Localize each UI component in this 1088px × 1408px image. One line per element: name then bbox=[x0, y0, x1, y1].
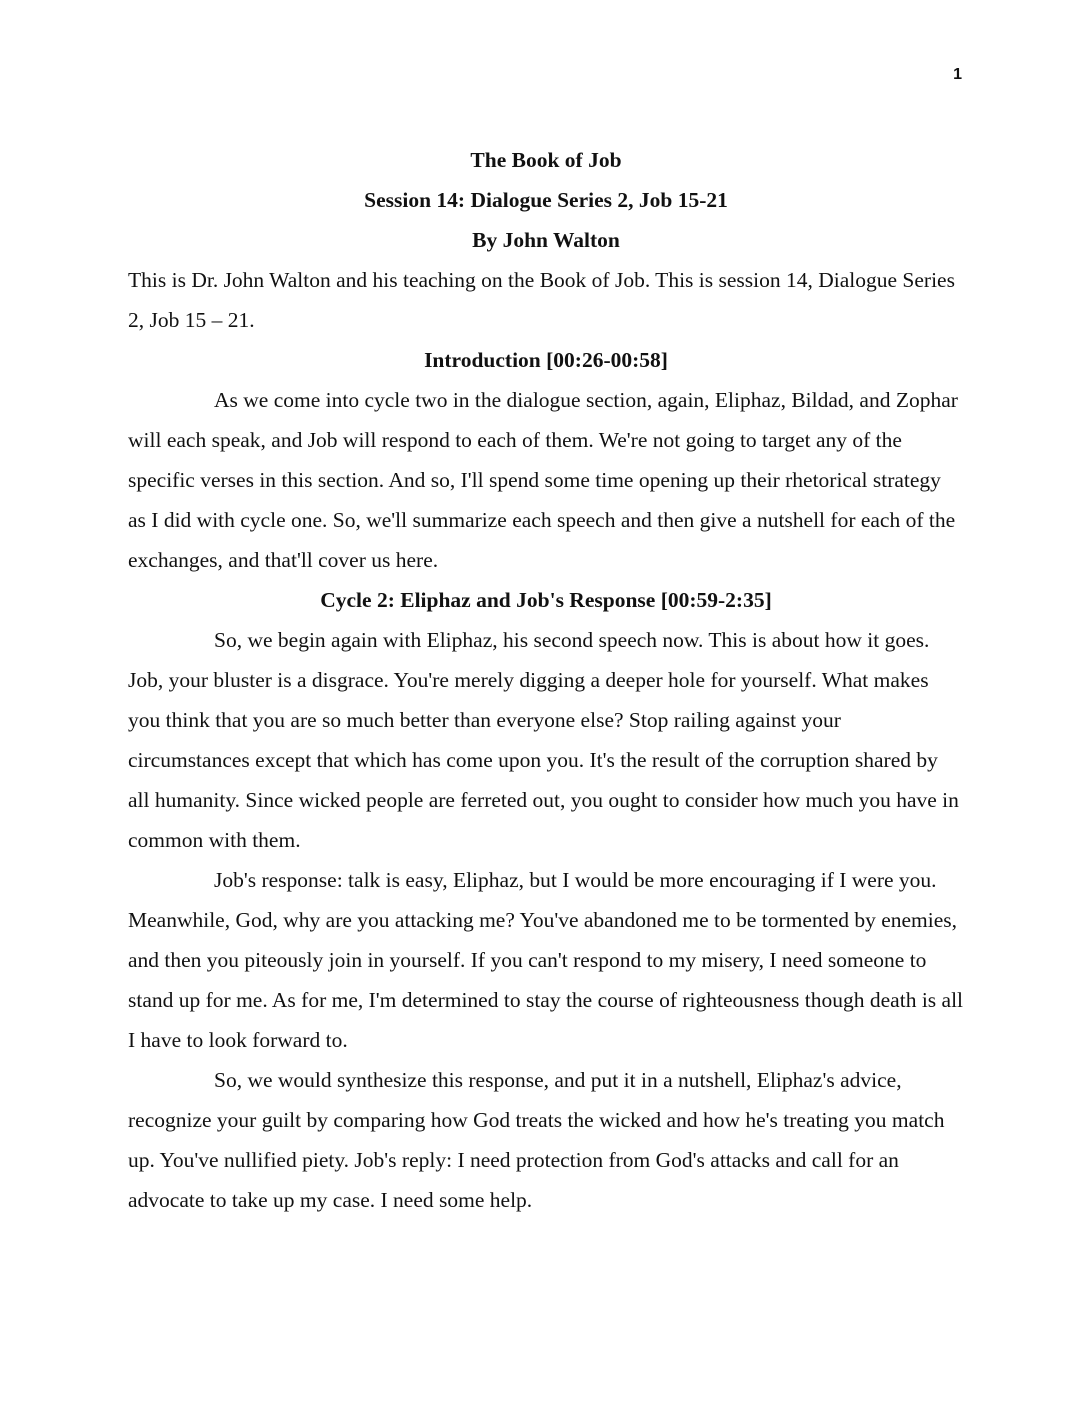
paragraph: So, we would synthesize this response, and put it in a nutshell, Eliphaz's advice, recognize your guilt by comparing how God treats the wicked and how he's treating you match up. You've nullified piety. Job's reply: I need protection from God's attacks and call for an advocate to take up my case. I need some help. bbox=[128, 1068, 945, 1212]
document-title: The Book of Job bbox=[470, 148, 622, 172]
intro-paragraph: This is Dr. John Walton and his teaching on the Book of Job. This is session 14, Dialogue Series 2, Job 15 – 21. bbox=[128, 268, 955, 332]
paragraph: As we come into cycle two in the dialogue section, again, Eliphaz, Bildad, and Zophar will each speak, and Job will respond to each of them. We're not going to target any of the specific verses in this section. And so, I'll spend some time opening up their rhetorical strategy as I did with cycle one. So, we'll summarize each speech and then give a nutshell for each of the exchanges, and that'll cover us here. bbox=[128, 388, 958, 572]
session-title: Session 14: Dialogue Series 2, Job 15-21 bbox=[364, 188, 728, 212]
section-heading-cycle-2: Cycle 2: Eliphaz and Job's Response [00:59-2:35] bbox=[320, 588, 772, 612]
paragraph: So, we begin again with Eliphaz, his second speech now. This is about how it goes. Job, your bluster is a disgrace. You're merely digging a deeper hole for yourself. What makes you think that you are so much better than everyone else? Stop railing against your circumstances except that which has come upon you. It's the result of the corruption shared by all humanity. Since wicked people are ferreted out, you ought to consider how much you have in common with them. bbox=[128, 628, 959, 852]
page-number: 1 bbox=[953, 66, 962, 83]
paragraph: Job's response: talk is easy, Eliphaz, but I would be more encouraging if I were you. Meanwhile, God, why are you attacking me? You've abandoned me to be tormented by enemies, and then you piteously join in yourself. If you can't respond to my misery, I need someone to stand up for me. As for me, I'm determined to stay the course of righteousness though death is all I have to look forward to. bbox=[128, 868, 964, 1052]
section-heading-introduction: Introduction [00:26-00:58] bbox=[424, 348, 668, 372]
document-body bbox=[128, 140, 964, 1220]
author-line: By John Walton bbox=[472, 228, 620, 252]
